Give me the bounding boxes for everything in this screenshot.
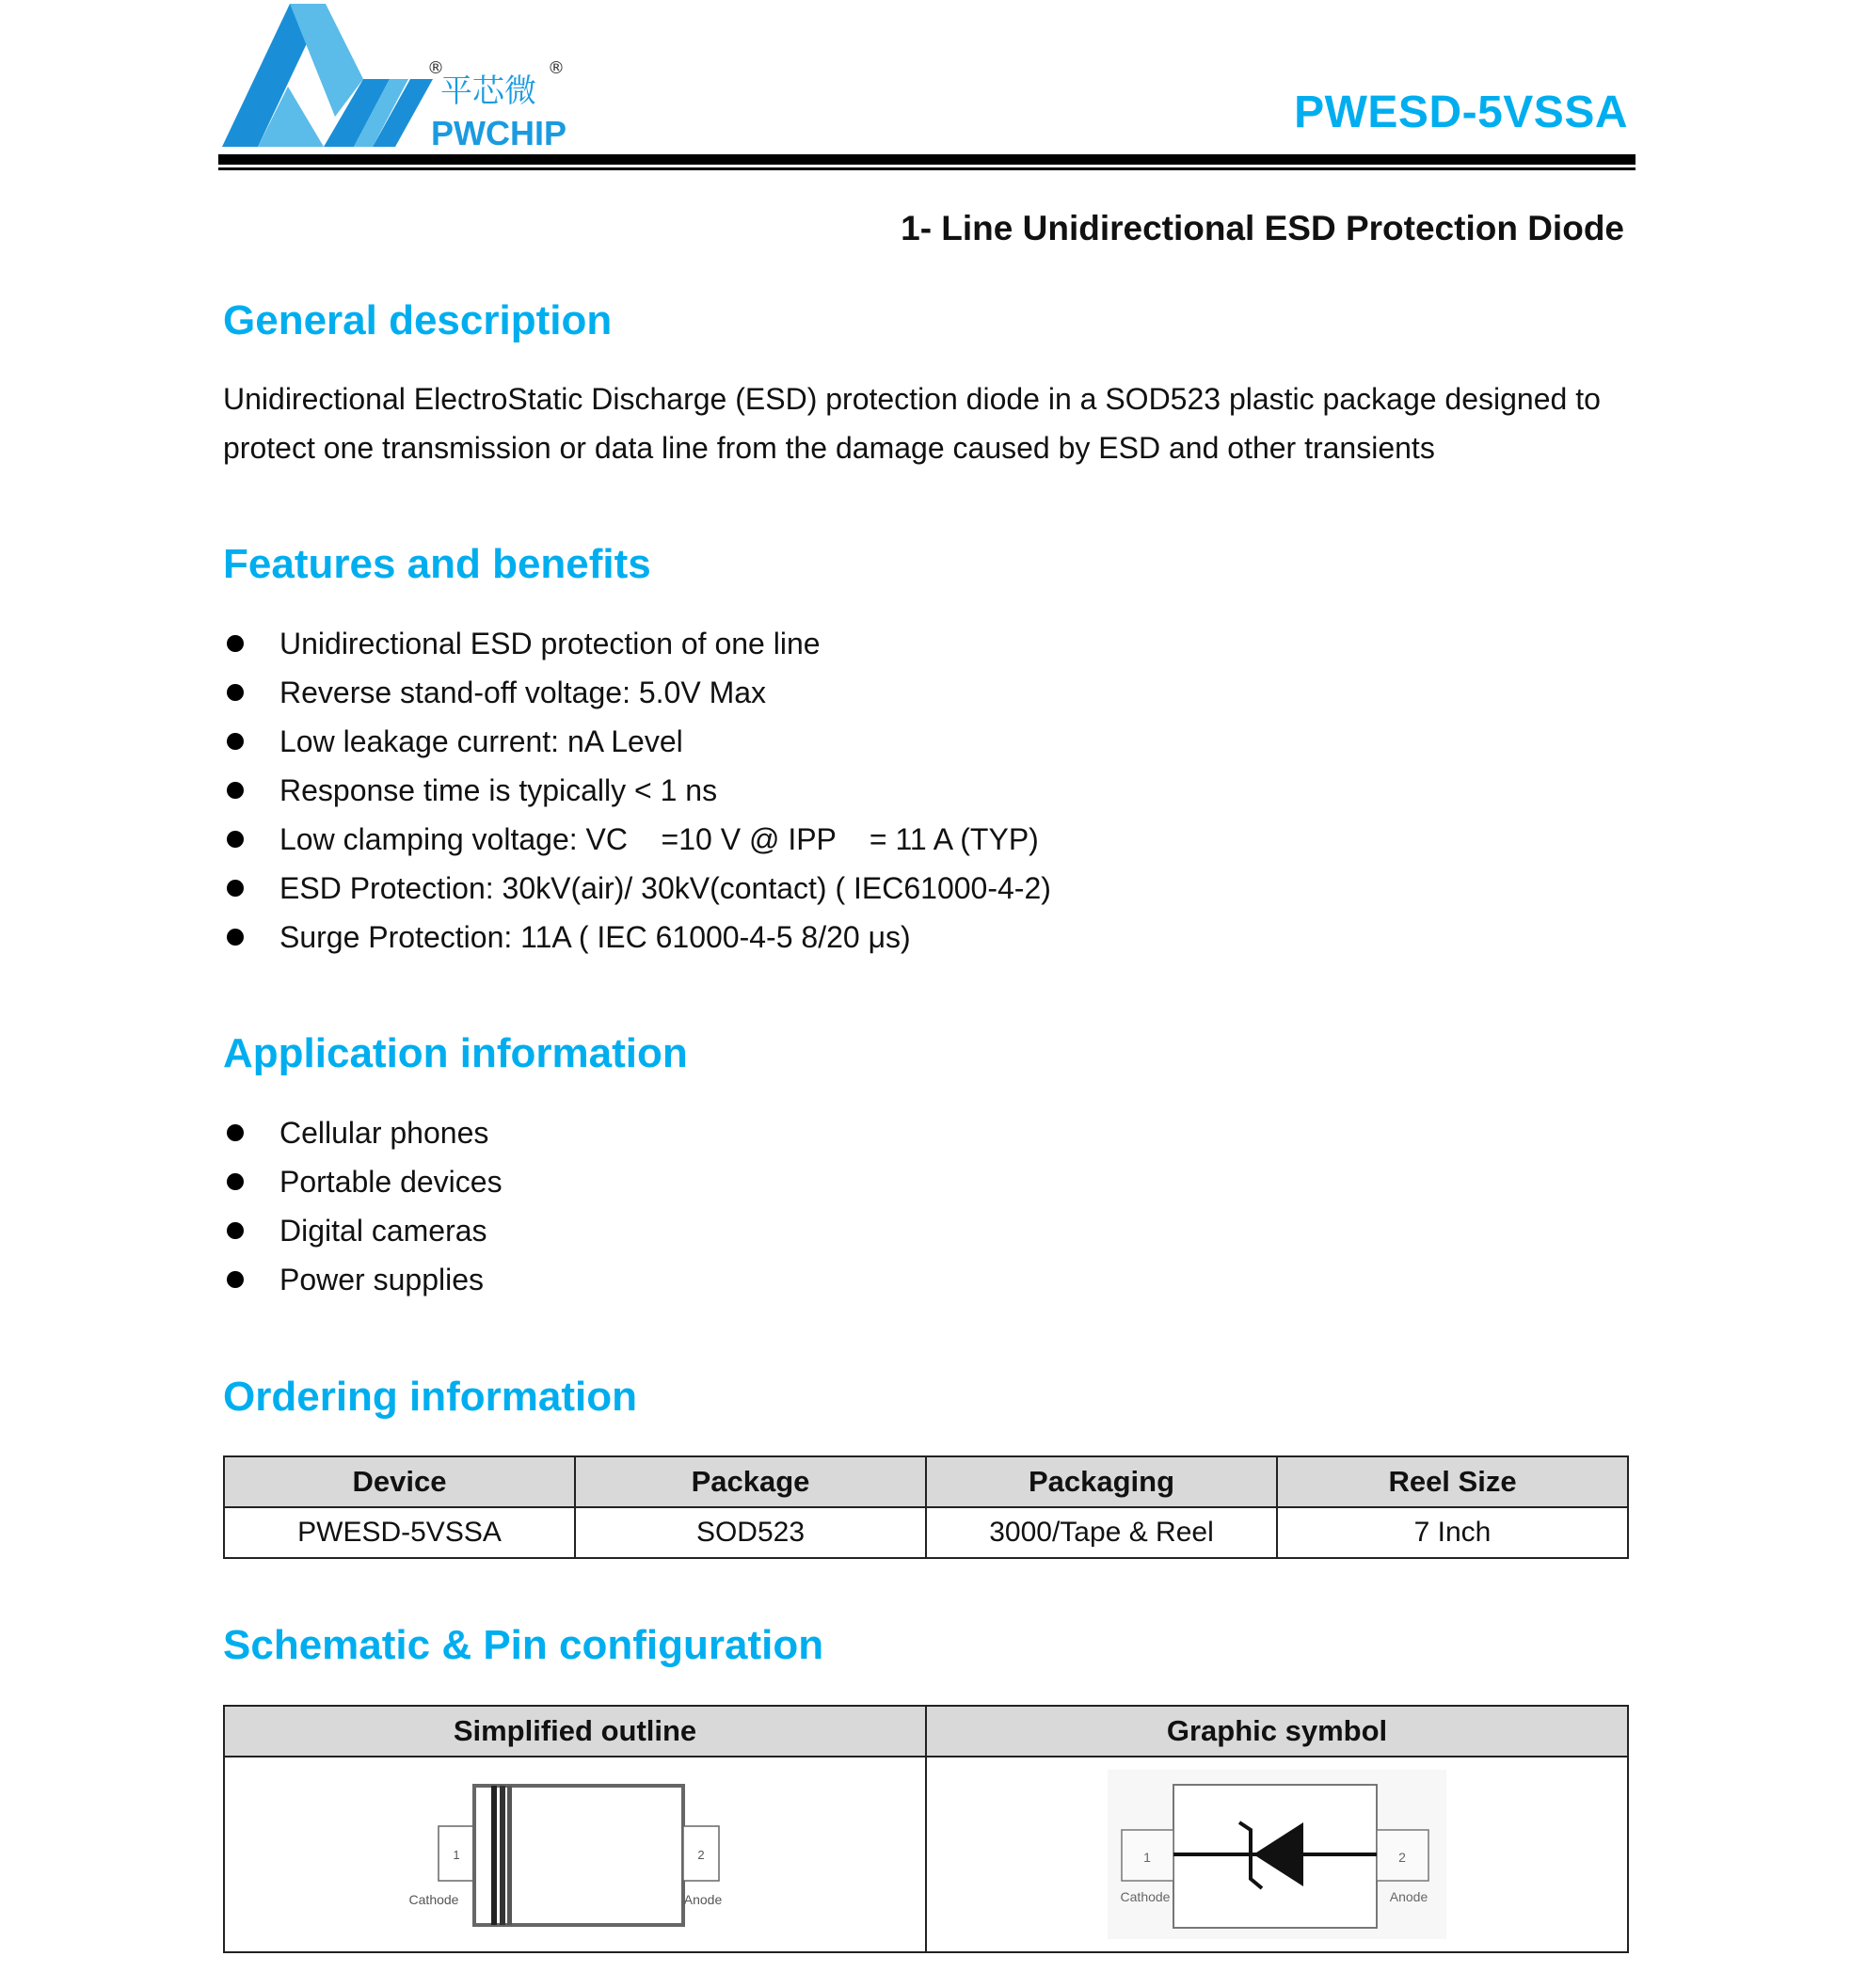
list-item: Low leakage current: nA Level: [223, 717, 1051, 766]
table-cell-device: PWESD-5VSSA: [224, 1507, 575, 1558]
list-item: Response time is typically < 1 ns: [223, 766, 1051, 815]
bullet-icon: [227, 831, 244, 848]
bullet-icon: [227, 1222, 244, 1239]
table-cell-packaging: 3000/Tape & Reel: [926, 1507, 1277, 1558]
simplified-outline-cell: [224, 1757, 926, 1952]
list-item: Surge Protection: 11A ( IEC 61000-4-5 8/20 μs): [223, 913, 1051, 962]
pin2-label: Anode: [683, 1892, 723, 1907]
bullet-icon: [227, 782, 244, 799]
table-cell-reel-size: 7 Inch: [1277, 1507, 1628, 1558]
logo-chinese-name: 平芯微: [440, 72, 536, 110]
pin2-number: 2: [1398, 1850, 1406, 1865]
bullet-icon: [227, 1173, 244, 1190]
document-subtitle: 1- Line Unidirectional ESD Protection Diode: [901, 209, 1624, 247]
table-row: [224, 1507, 1628, 1558]
bullet-icon: [227, 1124, 244, 1141]
pin1-number: 1: [453, 1848, 460, 1862]
column-header: Reel Size: [1277, 1456, 1628, 1507]
package-body: [474, 1786, 683, 1925]
general-description-text: Unidirectional ElectroStatic Discharge (ESD) protection diode in a SOD523 plastic package designed to protect one transmission or data line from the damage caused by ESD and other transients: [223, 382, 1601, 465]
heading-ordering: Ordering information: [223, 1374, 637, 1420]
table-row: [224, 1757, 1628, 1952]
column-header: Device: [224, 1456, 575, 1507]
list-item: Reverse stand-off voltage: 5.0V Max: [223, 668, 1051, 717]
logo-brand-name: PWCHIP: [431, 114, 566, 152]
heading-features: Features and benefits: [223, 541, 651, 587]
pin1-number: 1: [1143, 1850, 1151, 1865]
bullet-icon: [227, 880, 244, 897]
bullet-icon: [227, 1271, 244, 1288]
pin1-label: Cathode: [408, 1892, 459, 1907]
applications-list: [223, 1108, 503, 1304]
list-item: Unidirectional ESD protection of one line: [223, 619, 1051, 668]
zener-diode-symbol-icon: [1108, 1770, 1446, 1939]
list-item: Portable devices: [223, 1157, 503, 1206]
cathode-band: [491, 1786, 497, 1925]
table-header-row: [224, 1706, 1628, 1757]
bullet-icon: [227, 733, 244, 750]
ordering-table: [223, 1455, 1629, 1559]
column-header: Simplified outline: [224, 1706, 926, 1757]
header-rule-thin: [218, 167, 1636, 170]
pin2-label: Anode: [1389, 1889, 1428, 1904]
heading-general-description: General description: [223, 297, 613, 343]
list-item: Digital cameras: [223, 1206, 503, 1255]
list-item: Low clamping voltage: VC =10 V @ IPP = 11 A (TYP): [223, 815, 1051, 864]
registered-mark-1: ®: [427, 58, 444, 78]
bullet-icon: [227, 635, 244, 652]
features-list: [223, 619, 1051, 962]
registered-mark-2: ®: [548, 58, 565, 78]
heading-schematic: Schematic & Pin configuration: [223, 1622, 824, 1668]
list-item: Power supplies: [223, 1255, 503, 1304]
bullet-icon: [227, 929, 244, 946]
pin1-label: Cathode: [1120, 1889, 1171, 1904]
table-header-row: [224, 1456, 1628, 1507]
heading-applications: Application information: [223, 1030, 688, 1076]
list-item: Cellular phones: [223, 1108, 503, 1157]
pin2-number: 2: [697, 1848, 705, 1862]
sod523-outline-diagram: [396, 1774, 754, 1934]
list-item: ESD Protection: 30kV(air)/ 30kV(contact) ( IEC61000-4-2): [223, 864, 1051, 913]
column-header: Package: [575, 1456, 926, 1507]
graphic-symbol-cell: [926, 1757, 1628, 1952]
company-logo: [222, 4, 580, 154]
schematic-table: [223, 1705, 1629, 1953]
part-number: PWESD-5VSSA: [1294, 87, 1628, 137]
column-header: Packaging: [926, 1456, 1277, 1507]
header-rule-thick: [218, 154, 1636, 165]
pwchip-logo-icon: [222, 4, 580, 154]
table-cell-package: SOD523: [575, 1507, 926, 1558]
bullet-icon: [227, 684, 244, 701]
column-header: Graphic symbol: [926, 1706, 1628, 1757]
